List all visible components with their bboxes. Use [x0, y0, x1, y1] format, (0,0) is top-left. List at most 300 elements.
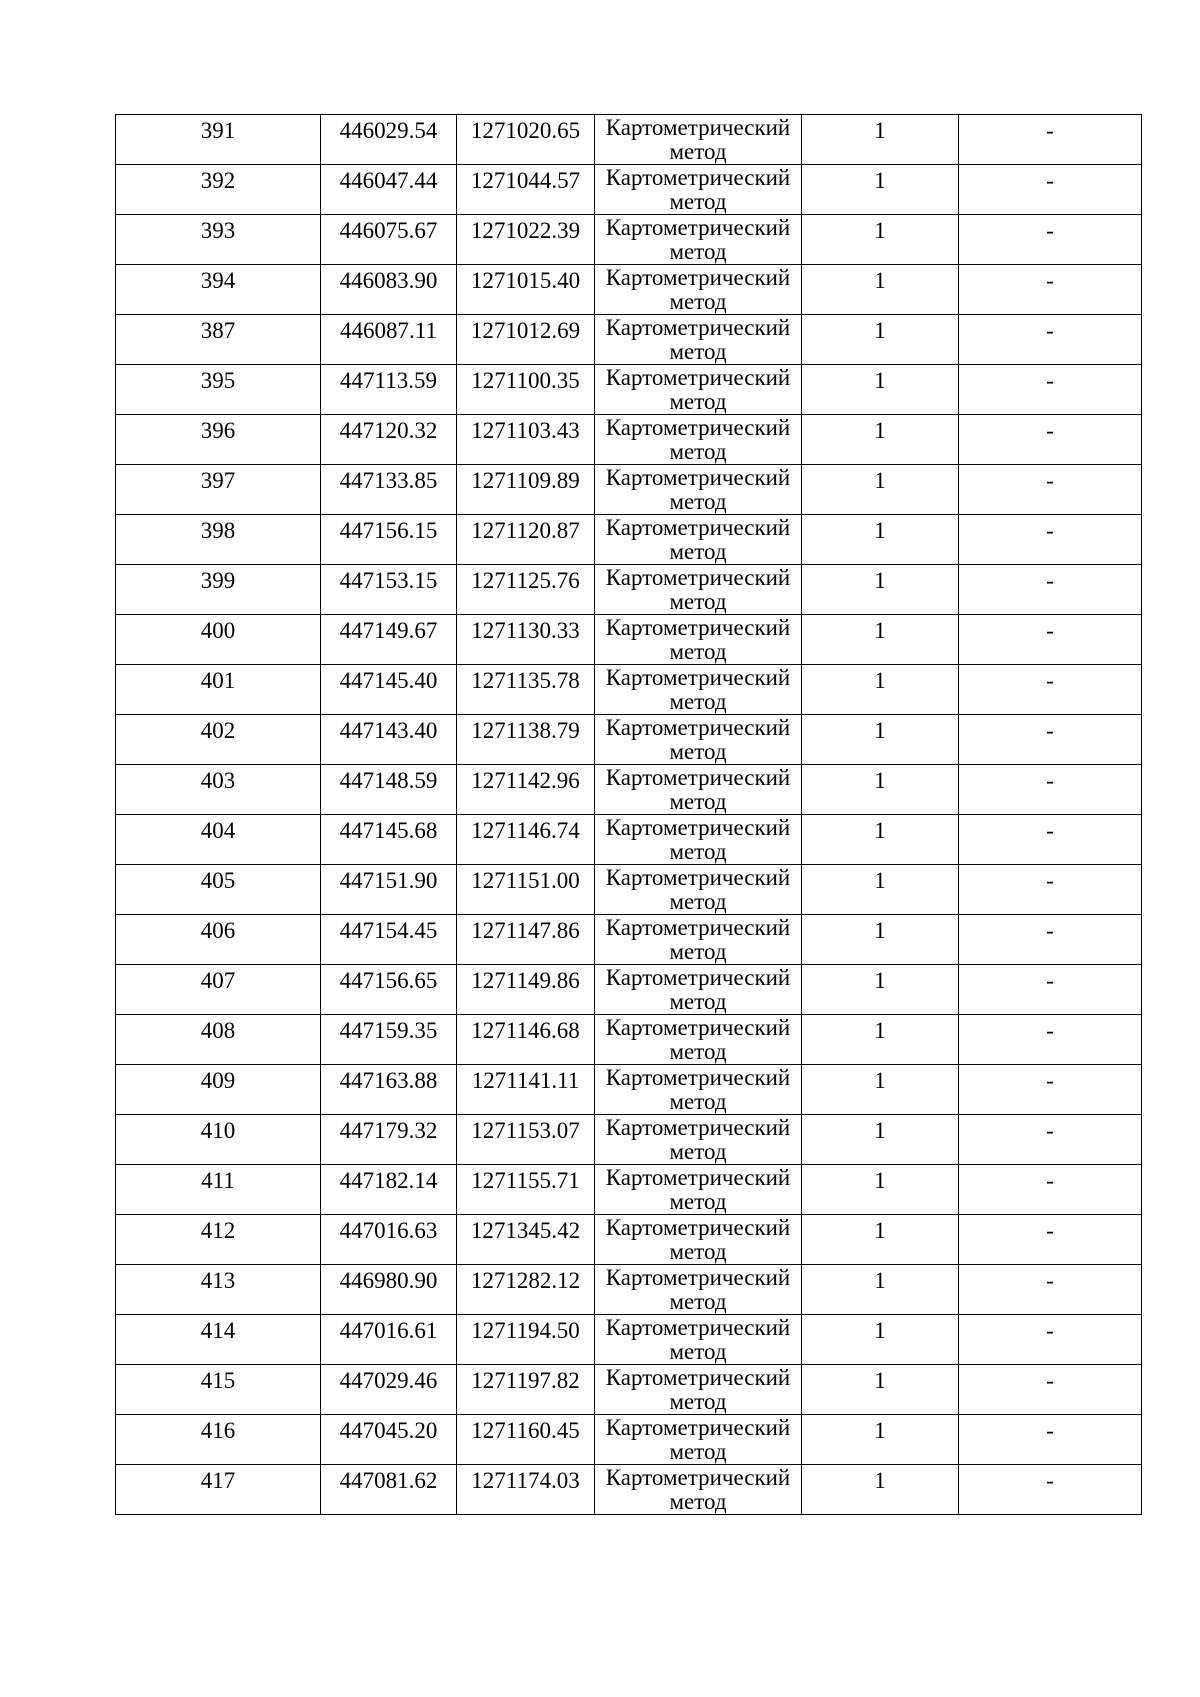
method-line-2: метод	[669, 989, 727, 1014]
accuracy-text: 1	[874, 1068, 886, 1093]
accuracy-text: 1	[874, 968, 886, 993]
accuracy-cell	[802, 1365, 959, 1415]
accuracy-text: 1	[874, 418, 886, 443]
note-text: -	[1046, 1068, 1054, 1093]
x-text: 446029.54	[339, 118, 438, 143]
method-line-2: метод	[669, 439, 727, 464]
y-text: 1271100.35	[471, 368, 580, 393]
accuracy-text: 1	[874, 1218, 886, 1243]
note-text: -	[1046, 468, 1054, 493]
x-text: 447145.68	[339, 818, 438, 843]
method-text	[595, 1365, 801, 1414]
accuracy-cell	[802, 365, 959, 415]
method-line-1: Картометрический	[605, 1315, 791, 1340]
num-text: 406	[200, 918, 236, 943]
num-text: 401	[200, 668, 236, 693]
y-text: 1271125.76	[471, 568, 580, 593]
method-cell	[595, 665, 802, 715]
x-coordinate-cell	[321, 1365, 457, 1415]
x-coordinate-cell	[321, 865, 457, 915]
method-line-1: Картометрический	[605, 365, 791, 390]
accuracy-cell	[802, 1165, 959, 1215]
method-line-2: метод	[669, 739, 727, 764]
y-text: 1271146.68	[471, 1018, 580, 1043]
method-cell	[595, 1265, 802, 1315]
accuracy-text: 1	[874, 318, 886, 343]
method-line-2: метод	[669, 1439, 727, 1464]
note-cell	[959, 215, 1142, 265]
y-coordinate-cell	[457, 1165, 595, 1215]
y-coordinate-cell	[457, 415, 595, 465]
accuracy-text: 1	[874, 518, 886, 543]
table-row	[116, 615, 1142, 665]
point-number-cell	[116, 1115, 321, 1165]
x-coordinate-cell	[321, 565, 457, 615]
x-text: 447145.40	[339, 668, 438, 693]
x-text: 447151.90	[339, 868, 438, 893]
method-line-2: метод	[669, 1289, 727, 1314]
method-cell	[595, 1165, 802, 1215]
accuracy-cell	[802, 1315, 959, 1365]
accuracy-text: 1	[874, 1268, 886, 1293]
point-number-cell	[116, 1165, 321, 1215]
note-cell	[959, 165, 1142, 215]
note-text: -	[1046, 1468, 1054, 1493]
y-text: 1271142.96	[471, 768, 580, 793]
method-line-2: метод	[669, 1039, 727, 1064]
accuracy-cell	[802, 815, 959, 865]
num-text: 409	[200, 1068, 236, 1093]
method-line-1: Картометрический	[605, 265, 791, 290]
point-number-cell	[116, 315, 321, 365]
accuracy-cell	[802, 465, 959, 515]
point-number-cell	[116, 1315, 321, 1365]
accuracy-text: 1	[874, 118, 886, 143]
x-coordinate-cell	[321, 365, 457, 415]
method-cell	[595, 1015, 802, 1065]
note-cell	[959, 1465, 1142, 1515]
num-text: 417	[200, 1468, 236, 1493]
point-number-cell	[116, 615, 321, 665]
accuracy-cell	[802, 965, 959, 1015]
x-coordinate-cell	[321, 1065, 457, 1115]
accuracy-text: 1	[874, 718, 886, 743]
x-text: 446087.11	[340, 318, 437, 343]
method-line-2: метод	[669, 689, 727, 714]
num-text: 408	[200, 1018, 236, 1043]
method-text	[595, 565, 801, 614]
x-coordinate-cell	[321, 715, 457, 765]
num-text: 395	[200, 368, 236, 393]
method-text	[595, 465, 801, 514]
note-cell	[959, 815, 1142, 865]
method-text	[595, 1115, 801, 1164]
y-coordinate-cell	[457, 1465, 595, 1515]
y-text: 1271120.87	[471, 518, 580, 543]
method-text	[595, 815, 801, 864]
y-coordinate-cell	[457, 765, 595, 815]
accuracy-cell	[802, 1415, 959, 1465]
point-number-cell	[116, 515, 321, 565]
table-row	[116, 1265, 1142, 1315]
x-text: 447016.63	[339, 1218, 438, 1243]
num-text: 407	[200, 968, 236, 993]
x-coordinate-cell	[321, 765, 457, 815]
num-text: 397	[200, 468, 236, 493]
point-number-cell	[116, 1415, 321, 1465]
method-text	[595, 915, 801, 964]
note-text: -	[1046, 1118, 1054, 1143]
accuracy-text: 1	[874, 1168, 886, 1193]
method-cell	[595, 1065, 802, 1115]
y-text: 1271020.65	[470, 118, 581, 143]
x-text: 447156.65	[339, 968, 438, 993]
y-text: 1271044.57	[470, 168, 581, 193]
num-text: 403	[200, 768, 236, 793]
y-text: 1271103.43	[471, 418, 580, 443]
point-number-cell	[116, 365, 321, 415]
method-line-2: метод	[669, 1339, 727, 1364]
method-cell	[595, 315, 802, 365]
method-line-2: метод	[669, 1139, 727, 1164]
num-text: 411	[201, 1168, 235, 1193]
note-text: -	[1046, 918, 1054, 943]
note-text: -	[1046, 1318, 1054, 1343]
method-text	[595, 115, 801, 164]
table-row	[116, 1465, 1142, 1515]
note-cell	[959, 865, 1142, 915]
point-number-cell	[116, 1065, 321, 1115]
method-line-2: метод	[669, 139, 727, 164]
method-line-1: Картометрический	[605, 1465, 791, 1490]
x-text: 447179.32	[339, 1118, 438, 1143]
accuracy-cell	[802, 615, 959, 665]
method-text	[595, 515, 801, 564]
note-text: -	[1046, 1168, 1054, 1193]
method-text	[595, 715, 801, 764]
method-line-1: Картометрический	[605, 965, 791, 990]
method-cell	[595, 715, 802, 765]
table-row	[116, 1315, 1142, 1365]
table-row	[116, 265, 1142, 315]
coordinates-table-body	[116, 115, 1142, 1515]
note-cell	[959, 1115, 1142, 1165]
x-coordinate-cell	[321, 215, 457, 265]
method-line-2: метод	[669, 489, 727, 514]
method-text	[595, 615, 801, 664]
method-line-2: метод	[669, 1189, 727, 1214]
method-text	[595, 315, 801, 364]
method-text	[595, 415, 801, 464]
method-line-2: метод	[669, 889, 727, 914]
note-text: -	[1046, 1368, 1054, 1393]
num-text: 405	[200, 868, 236, 893]
y-coordinate-cell	[457, 465, 595, 515]
accuracy-text: 1	[874, 1418, 886, 1443]
x-coordinate-cell	[321, 515, 457, 565]
note-text: -	[1046, 118, 1054, 143]
accuracy-cell	[802, 715, 959, 765]
method-text	[595, 1165, 801, 1214]
y-coordinate-cell	[457, 265, 595, 315]
note-cell	[959, 565, 1142, 615]
point-number-cell	[116, 1265, 321, 1315]
x-coordinate-cell	[321, 615, 457, 665]
num-text: 400	[200, 618, 236, 643]
accuracy-text: 1	[874, 618, 886, 643]
y-coordinate-cell	[457, 1015, 595, 1065]
x-text: 447182.14	[339, 1168, 438, 1193]
method-line-2: метод	[669, 1389, 727, 1414]
num-text: 414	[200, 1318, 236, 1343]
method-text	[595, 1065, 801, 1114]
method-text	[595, 1415, 801, 1464]
method-text	[595, 665, 801, 714]
note-text: -	[1046, 1418, 1054, 1443]
table-row	[116, 965, 1142, 1015]
method-line-1: Картометрический	[605, 715, 791, 740]
table-row	[116, 865, 1142, 915]
y-text: 1271174.03	[471, 1468, 580, 1493]
point-number-cell	[116, 565, 321, 615]
method-text	[595, 215, 801, 264]
accuracy-cell	[802, 415, 959, 465]
note-cell	[959, 1415, 1142, 1465]
accuracy-cell	[802, 1215, 959, 1265]
accuracy-text: 1	[874, 1468, 886, 1493]
table-row	[116, 465, 1142, 515]
method-line-1: Картометрический	[605, 1415, 791, 1440]
table-row	[116, 915, 1142, 965]
method-line-1: Картометрический	[605, 115, 791, 140]
note-text: -	[1046, 718, 1054, 743]
num-text: 404	[200, 818, 236, 843]
table-row	[116, 1415, 1142, 1465]
method-text	[595, 1215, 801, 1264]
y-text: 1271345.42	[470, 1218, 581, 1243]
y-coordinate-cell	[457, 215, 595, 265]
y-coordinate-cell	[457, 815, 595, 865]
note-cell	[959, 1015, 1142, 1065]
y-coordinate-cell	[457, 165, 595, 215]
x-text: 447120.32	[339, 418, 438, 443]
method-cell	[595, 1315, 802, 1365]
accuracy-cell	[802, 1065, 959, 1115]
method-line-1: Картометрический	[605, 765, 791, 790]
y-coordinate-cell	[457, 115, 595, 165]
x-text: 447159.35	[339, 1018, 438, 1043]
y-text: 1271130.33	[471, 618, 580, 643]
method-line-2: метод	[669, 189, 727, 214]
table-row	[116, 1065, 1142, 1115]
method-line-2: метод	[669, 239, 727, 264]
accuracy-text: 1	[874, 768, 886, 793]
note-cell	[959, 415, 1142, 465]
method-line-2: метод	[669, 789, 727, 814]
method-line-1: Картометрический	[605, 615, 791, 640]
y-coordinate-cell	[457, 565, 595, 615]
num-text: 393	[200, 218, 236, 243]
x-coordinate-cell	[321, 315, 457, 365]
num-text: 399	[200, 568, 236, 593]
y-text: 1271146.74	[471, 818, 580, 843]
x-coordinate-cell	[321, 1215, 457, 1265]
point-number-cell	[116, 165, 321, 215]
y-text: 1271109.89	[471, 468, 580, 493]
point-number-cell	[116, 965, 321, 1015]
x-coordinate-cell	[321, 1165, 457, 1215]
x-text: 447045.20	[339, 1418, 438, 1443]
y-text: 1271153.07	[471, 1118, 580, 1143]
point-number-cell	[116, 265, 321, 315]
accuracy-cell	[802, 915, 959, 965]
y-coordinate-cell	[457, 615, 595, 665]
note-cell	[959, 915, 1142, 965]
method-line-1: Картометрический	[605, 465, 791, 490]
method-cell	[595, 815, 802, 865]
num-text: 387	[200, 318, 236, 343]
accuracy-text: 1	[874, 468, 886, 493]
x-text: 447149.67	[339, 618, 438, 643]
note-text: -	[1046, 268, 1054, 293]
accuracy-cell	[802, 515, 959, 565]
point-number-cell	[116, 665, 321, 715]
x-coordinate-cell	[321, 1315, 457, 1365]
point-number-cell	[116, 465, 321, 515]
note-cell	[959, 965, 1142, 1015]
method-text	[595, 765, 801, 814]
y-coordinate-cell	[457, 1365, 595, 1415]
accuracy-text: 1	[874, 168, 886, 193]
x-text: 447156.15	[339, 518, 438, 543]
method-text	[595, 1015, 801, 1064]
x-text: 447153.15	[339, 568, 438, 593]
method-line-2: метод	[669, 1239, 727, 1264]
x-text: 447133.85	[339, 468, 438, 493]
note-cell	[959, 1315, 1142, 1365]
point-number-cell	[116, 915, 321, 965]
method-cell	[595, 1115, 802, 1165]
x-coordinate-cell	[321, 965, 457, 1015]
point-number-cell	[116, 1215, 321, 1265]
y-coordinate-cell	[457, 715, 595, 765]
note-cell	[959, 665, 1142, 715]
y-coordinate-cell	[457, 1315, 595, 1365]
note-cell	[959, 715, 1142, 765]
method-cell	[595, 465, 802, 515]
y-coordinate-cell	[457, 1215, 595, 1265]
method-line-2: метод	[669, 839, 727, 864]
note-cell	[959, 1215, 1142, 1265]
method-line-2: метод	[669, 339, 727, 364]
y-text: 1271197.82	[471, 1368, 580, 1393]
accuracy-cell	[802, 315, 959, 365]
method-line-1: Картометрический	[605, 565, 791, 590]
method-cell	[595, 965, 802, 1015]
method-line-1: Картометрический	[605, 1015, 791, 1040]
accuracy-cell	[802, 765, 959, 815]
table-row	[116, 815, 1142, 865]
method-text	[595, 1315, 801, 1364]
y-text: 1271155.71	[471, 1168, 580, 1193]
note-text: -	[1046, 518, 1054, 543]
method-line-2: метод	[669, 289, 727, 314]
table-row	[116, 1115, 1142, 1165]
x-coordinate-cell	[321, 415, 457, 465]
num-text: 396	[200, 418, 236, 443]
method-line-1: Картометрический	[605, 815, 791, 840]
note-cell	[959, 465, 1142, 515]
coordinates-table	[115, 114, 1142, 1515]
table-row	[116, 1015, 1142, 1065]
point-number-cell	[116, 1465, 321, 1515]
method-cell	[595, 215, 802, 265]
point-number-cell	[116, 1365, 321, 1415]
accuracy-cell	[802, 565, 959, 615]
table-row	[116, 215, 1142, 265]
method-text	[595, 1265, 801, 1314]
note-text: -	[1046, 768, 1054, 793]
x-coordinate-cell	[321, 1465, 457, 1515]
x-text: 447113.59	[340, 368, 437, 393]
x-coordinate-cell	[321, 465, 457, 515]
method-line-1: Картометрический	[605, 1215, 791, 1240]
note-text: -	[1046, 1218, 1054, 1243]
method-line-1: Картометрический	[605, 665, 791, 690]
x-text: 447081.62	[339, 1468, 438, 1493]
method-text	[595, 265, 801, 314]
accuracy-cell	[802, 1015, 959, 1065]
accuracy-text: 1	[874, 1118, 886, 1143]
table-row	[116, 715, 1142, 765]
method-line-1: Картометрический	[605, 1265, 791, 1290]
accuracy-text: 1	[874, 268, 886, 293]
method-cell	[595, 515, 802, 565]
method-cell	[595, 915, 802, 965]
table-row	[116, 665, 1142, 715]
x-coordinate-cell	[321, 915, 457, 965]
table-row	[116, 115, 1142, 165]
note-text: -	[1046, 368, 1054, 393]
method-text	[595, 165, 801, 214]
method-cell	[595, 865, 802, 915]
y-coordinate-cell	[457, 1115, 595, 1165]
note-text: -	[1046, 418, 1054, 443]
x-coordinate-cell	[321, 1115, 457, 1165]
x-coordinate-cell	[321, 265, 457, 315]
num-text: 398	[200, 518, 236, 543]
point-number-cell	[116, 115, 321, 165]
note-cell	[959, 315, 1142, 365]
method-cell	[595, 1215, 802, 1265]
y-coordinate-cell	[457, 1065, 595, 1115]
method-line-1: Картометрический	[605, 865, 791, 890]
x-text: 447148.59	[339, 768, 438, 793]
note-text: -	[1046, 168, 1054, 193]
method-line-2: метод	[669, 389, 727, 414]
x-coordinate-cell	[321, 115, 457, 165]
num-text: 392	[200, 168, 236, 193]
num-text: 412	[200, 1218, 236, 1243]
method-text	[595, 965, 801, 1014]
method-line-2: метод	[669, 589, 727, 614]
point-number-cell	[116, 215, 321, 265]
accuracy-text: 1	[874, 668, 886, 693]
method-cell	[595, 1365, 802, 1415]
note-cell	[959, 1165, 1142, 1215]
method-line-1: Картометрический	[605, 915, 791, 940]
method-line-1: Картометрический	[605, 1115, 791, 1140]
